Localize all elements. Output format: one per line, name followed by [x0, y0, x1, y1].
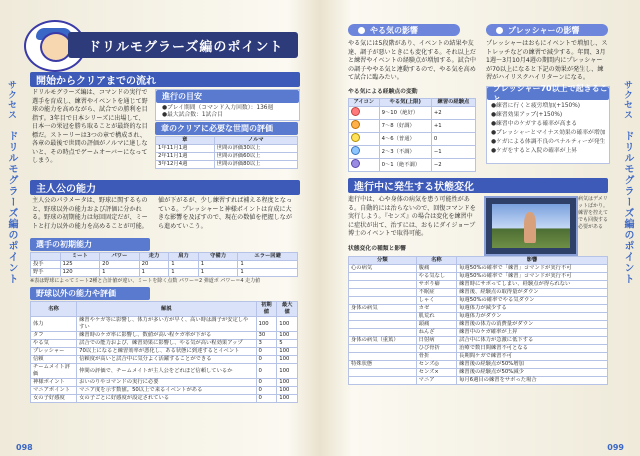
table-row [349, 345, 608, 353]
pressure-effect-5: ●ケガによる体調不良のペナルティーが発生 [491, 139, 606, 145]
table-row [349, 353, 608, 361]
other-cell: 0 [256, 387, 277, 395]
chapter-cell: 世間の評価80以上 [214, 161, 297, 169]
status-cell: 毎週50%の確率で「練習」コマンドが実行不可 [457, 273, 608, 281]
motivation-cell: 7～8（好調） [379, 120, 431, 133]
status-cell: 頭痛 [416, 321, 456, 329]
status-cell: 身体の病気 [349, 305, 417, 313]
pressure-paragraph: プレッシャーはおもにイベントで増加し、ストレッチなどの練習で減少する。年間、3月1週～3月10月4週の期間内にプレッシャーが70以上になると下記の効果が発生し、練習がハイリスクハイリターンになる。 [486, 40, 608, 81]
status-cell [349, 273, 417, 281]
table-row [31, 356, 298, 364]
initial-header: パワー [100, 253, 140, 261]
pressure-header [486, 24, 608, 36]
status-cell: 練習後の経験点が50%減少 [457, 369, 608, 377]
other-ability-title: 野球以外の能力や評価 [30, 287, 150, 300]
status-cell: 練習中のケガ確率が上昇 [457, 329, 608, 337]
status-cell: ひび骨折 [416, 345, 456, 353]
status-cell: 毎月6週目の練習をサボった場合 [457, 377, 608, 385]
motivation-cell: 0 [431, 133, 475, 146]
status-table [348, 256, 608, 385]
status-cell: 試合中に体力が急激に低下する [457, 337, 608, 345]
other-cell: やる気 [31, 340, 77, 348]
table-row [349, 273, 608, 281]
other-cell: 100 [277, 356, 298, 364]
status-cell: 毎週50%の確率でやる気ダウン [457, 297, 608, 305]
sad-purple-icon [351, 159, 360, 168]
other-cell: 練習やケガ等に影響し、体力が多い方が早く、高い時は調子が安定しやすい [77, 317, 256, 332]
table-row [349, 265, 608, 273]
initial-header: 肩力 [169, 253, 199, 261]
other-cell: チームメイト評価 [31, 364, 77, 379]
pressure-effect-4: ●プレッシャーとマイナス効果の確率が増加 [491, 130, 606, 136]
initial-header: 走力 [139, 253, 169, 261]
chapter-cell: 2年11月1週 [156, 153, 215, 161]
bullet-icon [358, 27, 365, 34]
goal-box [155, 89, 300, 121]
goal-item-1: ●プレイ期間（コマンド入力回数）：136週 [162, 105, 274, 111]
table-row [349, 321, 608, 329]
initial-header: エラー回避 [238, 253, 298, 261]
section-flow-header: 開始からクリアまでの流れ [30, 72, 300, 87]
right-side-label [621, 80, 635, 284]
character-figure [524, 212, 537, 243]
initial-header [31, 253, 61, 261]
initial-ability-title: 選手の初期能力 [30, 238, 150, 251]
table-row [31, 387, 298, 395]
other-cell: 0 [256, 356, 277, 364]
section-ability-paragraph-left: 主人公のパラメータは、野球に関するもの と、野球以外の能力および評価に分かれる。野球の初期能力は毎回固定だが、ミートと打力以外の能力を高めることが可能。 [32, 197, 148, 230]
table-row [349, 337, 608, 345]
other-header: 解説 [77, 302, 256, 317]
status-cell: センズ◎ [416, 361, 456, 369]
status-cell: 毎週50%の確率で「練習」コマンドが実行不可 [457, 265, 608, 273]
sad-blue-icon [351, 146, 360, 155]
motivation-paragraph: やる気には5段階があり、イベントの結果や友達、調子が悪いときにも変化する。それ以上だと練習やイベントの経験点が増加する。試合中の調子ややる気と連動するので、やる気を高めて試合に臨みたい。 [348, 40, 476, 81]
table-row [349, 146, 476, 159]
other-cell: 0 [256, 395, 277, 403]
initial-ability-table [30, 252, 298, 277]
left-side-title: ドリルモグラーズ編のポイント [6, 130, 17, 285]
table-row [349, 281, 608, 289]
motivation-cell: −2 [431, 159, 475, 172]
pressure-effect-title: プレッシャー70以上で起きること [487, 87, 609, 100]
status-cell: 練習後の体力の消費量がダウン [457, 321, 608, 329]
status-cell [349, 313, 417, 321]
status-cell: 練習後の経験点が50%増加 [457, 361, 608, 369]
status-cell: ねんざ [416, 329, 456, 337]
left-side-category: サクセス [6, 80, 16, 120]
right-side-title: ドリルモグラーズ編のポイント [622, 130, 633, 285]
status-cell: 心の病気 [349, 265, 417, 273]
other-header: 初期値 [256, 302, 277, 317]
table-row [349, 361, 608, 369]
status-cell: 骨折 [416, 353, 456, 361]
status-cell [349, 353, 417, 361]
other-cell: プレッシャー [31, 348, 77, 356]
other-cell: 5 [277, 340, 298, 348]
chapter-title: 章のクリアに必要な世間の評価 [155, 122, 298, 135]
table-row [349, 297, 608, 305]
status-cell: しゃく [416, 297, 456, 305]
table-row [349, 329, 608, 337]
status-header-cell: 名称 [416, 257, 456, 265]
status-cell [349, 329, 417, 337]
status-screenshot [484, 196, 578, 256]
other-cell: 100 [256, 317, 277, 332]
status-cell [349, 297, 417, 305]
table-row [156, 153, 298, 161]
other-cell: 100 [277, 364, 298, 379]
table-row [31, 332, 298, 340]
status-cell [349, 377, 417, 385]
status-cell: 毎週体力が減少する [457, 305, 608, 313]
other-cell: タフ [31, 332, 77, 340]
other-cell: 信頼 [31, 356, 77, 364]
table-row [31, 395, 298, 403]
pressure-header-text: プレッシャーの影響 [508, 25, 580, 35]
other-cell: 試合での能力および、練習効果に影響し、やる気が高い程効果アップ [77, 340, 256, 348]
other-cell: 100 [277, 379, 298, 387]
status-image-caption: 病気はデメリットばかり。練習を控えてでも回復する必要がある [578, 196, 609, 230]
initial-cell: 1 [169, 269, 199, 277]
other-header: 名称 [31, 302, 77, 317]
other-cell: 体力 [31, 317, 77, 332]
status-cell: 日射病 [416, 337, 456, 345]
initial-cell: 投手 [31, 261, 61, 269]
status-cell: サボり癖 [416, 281, 456, 289]
other-cell: マニア度を示す数値。50以上で来るイベントがある [77, 387, 256, 395]
initial-header: ミート [60, 253, 100, 261]
other-header: 最大値 [277, 302, 298, 317]
status-cell: センズ× [416, 369, 456, 377]
goal-title: 進行の目安 [156, 90, 299, 103]
right-side-category: サクセス [622, 80, 632, 120]
other-cell: 女の子好感度 [31, 395, 77, 403]
table-row [156, 161, 298, 169]
initial-ability-note: ※表は野球によってミート2種と合計値が違い、ミートを除く点数 パワー＝2 弾道ボ パワー＝4 走力値 [30, 278, 261, 284]
status-table-title: 状態変化の種類と影響 [348, 246, 406, 252]
motivation-header-cell: やる気(上限) [379, 99, 431, 107]
motivation-header [348, 24, 460, 36]
motivation-table-title: やる気による経験点の変動 [348, 89, 418, 95]
table-row [349, 377, 608, 385]
other-cell: 100 [277, 317, 298, 332]
other-cell: 仲間の評価で、チームメイトが主人公をどれほど信頼しているか [77, 364, 256, 379]
status-cell: 練習後、経験点の取得量がダウン [457, 289, 608, 297]
chapter-cell: 世間の評価60以上 [214, 153, 297, 161]
initial-cell: 野手 [31, 269, 61, 277]
section-flow-paragraph: ドリルモグラーズ編は、コマンドの実行で選手を育成し、練習やイベントを通じて野球の能力を高めながら、試合での勝利を目指す。3年目で日本シリーズに出場して、日本一の栄冠を勝ち取ることが最終的な目標だ。ストーリーは3つの章で構成され、各章の最後で世間の評価がノルマに達しないと、その時点でゲームオーバーになってしまう。 [32, 89, 148, 164]
status-cell: 長期間ケガで練習不可 [457, 353, 608, 361]
other-cell: 0 [256, 348, 277, 356]
chapter-cell: 世間の評価30以上 [214, 145, 297, 153]
title-block [24, 20, 294, 68]
pressure-effect-box [486, 83, 610, 164]
other-cell: 100 [277, 332, 298, 340]
other-cell: 練習時のケガ率に影響し、数値が高い程ケガ率が下がる [77, 332, 256, 340]
table-row [31, 261, 298, 269]
status-cell [349, 321, 417, 329]
initial-cell: 20 [139, 261, 169, 269]
other-cell: 3 [256, 340, 277, 348]
smile-orange-icon [351, 120, 360, 129]
status-cell: マニア [416, 377, 456, 385]
initial-cell: 1 [139, 269, 169, 277]
initial-cell: 1 [169, 261, 199, 269]
status-cell [349, 281, 417, 289]
bullet-icon [496, 27, 503, 34]
status-cell: 特殊状態 [349, 361, 417, 369]
table-row [31, 364, 298, 379]
other-cell: 100 [277, 387, 298, 395]
initial-cell: 125 [60, 261, 100, 269]
table-row [31, 379, 298, 387]
motivation-cell: 4～6（普通） [379, 133, 431, 146]
pressure-effect-6: ●ケガをすると入院の確率が上昇 [491, 148, 578, 154]
motivation-cell: −1 [431, 146, 475, 159]
motivation-cell: 0～1（絶不調） [379, 159, 431, 172]
motivation-cell: +2 [431, 107, 475, 120]
status-cell [349, 369, 417, 377]
page-title: ドリルモグラーズ編のポイント [68, 32, 298, 58]
pressure-effect-1: ●練習に行くと疲労増加(+150%) [491, 103, 580, 109]
status-cell: 腹痛 [416, 265, 456, 273]
table-row [156, 145, 298, 153]
initial-cell: 120 [60, 269, 100, 277]
status-cell: 毎週体力がダウン [457, 313, 608, 321]
motivation-cell: 2～3（不調） [379, 146, 431, 159]
status-paragraph: 進行中は、心や身体の病気を患う可能性がある。自動的には治らないので、回復コマンドを実行しよう。『センズ』の場合は変化を練習中に症状が出て、治すには、おもにダイジョーブ博士のイベントで取得可能。 [348, 196, 476, 237]
other-cell: 100 [277, 395, 298, 403]
other-cell: 100 [277, 348, 298, 356]
smile-red-icon [351, 107, 360, 116]
section-ability-header: 主人公の能力 [30, 180, 300, 195]
table-row [349, 133, 476, 146]
table-row [31, 269, 298, 277]
pressure-effect-2: ●練習効果アップ(+150%) [491, 112, 563, 118]
initial-cell: 1 [198, 261, 238, 269]
status-cell: 肌荒れ [416, 313, 456, 321]
chapter-cell: 1年11月1週 [156, 145, 215, 153]
other-cell: 女の子ごとに好感度が設定されている [77, 395, 256, 403]
motivation-table [348, 98, 476, 172]
other-cell: 信頼度が高いと試合中に気分よく活躍することができる [77, 356, 256, 364]
status-cell: 治療で数日間練習不可となる [457, 345, 608, 353]
section-ability-paragraph-right: 値が下がるが、少し練習すれば補える程度となっている。プレッシャーと神様ポイントは育成に大きな影響を及ぼすので、現在の数値を把握しながら進めていこう。 [158, 197, 293, 230]
right-page-number: 099 [607, 443, 624, 452]
motivation-header-cell: アイコン [349, 99, 380, 107]
other-cell: 神様ポイント [31, 379, 77, 387]
table-row [349, 159, 476, 172]
status-cell: 不眠症 [416, 289, 456, 297]
initial-cell: 20 [100, 261, 140, 269]
neutral-yellow-icon [351, 133, 360, 142]
other-cell: 0 [256, 364, 277, 379]
chapter-header-quota: ノルマ [214, 137, 297, 145]
table-row [349, 120, 476, 133]
status-cell [349, 289, 417, 297]
other-cell: 0 [256, 379, 277, 387]
motivation-header-cell: 練習の経験点 [431, 99, 475, 107]
table-row [31, 348, 298, 356]
status-cell: 身体の病気（重篤） [349, 337, 417, 345]
chapter-table [155, 136, 298, 169]
motivation-header-text: やる気の影響 [370, 25, 418, 35]
motivation-cell: +1 [431, 120, 475, 133]
chapter-cell: 3年12月4週 [156, 161, 215, 169]
other-cell: マニアポイント [31, 387, 77, 395]
status-cell [349, 345, 417, 353]
table-row [31, 317, 298, 332]
initial-header: 守備力 [198, 253, 238, 261]
table-row [349, 313, 608, 321]
status-header: 進行中に発生する状態変化 [348, 178, 608, 193]
status-cell: やる気なし [416, 273, 456, 281]
status-header-cell: 影響 [457, 257, 608, 265]
status-cell: カゼ [416, 305, 456, 313]
other-cell: 30 [256, 332, 277, 340]
status-cell: 練習時にサボってしまい、経験点が得られない [457, 281, 608, 289]
other-ability-table [30, 301, 298, 403]
goal-item-2: ●最大試合数：1試合目 [162, 112, 223, 118]
pressure-effect-3: ●練習中のケガする確率が高まる [491, 121, 578, 127]
status-header-cell: 分類 [349, 257, 417, 265]
other-cell: 70以上になると練習効率が悪化し、ある状態に到達するとイベント [77, 348, 256, 356]
table-row [349, 305, 608, 313]
table-row [349, 289, 608, 297]
left-side-label [5, 80, 19, 284]
initial-cell: 1 [198, 269, 238, 277]
initial-cell: 1 [238, 261, 298, 269]
initial-cell: 1 [238, 269, 298, 277]
chapter-header-chapter: 章 [156, 137, 215, 145]
table-row [31, 340, 298, 348]
other-cell: おいのりやコマンドの実行に必要 [77, 379, 256, 387]
table-row [349, 107, 476, 120]
left-page-number: 098 [16, 443, 33, 452]
table-row [349, 369, 608, 377]
initial-cell: 1 [100, 269, 140, 277]
motivation-cell: 9～10（絶好） [379, 107, 431, 120]
